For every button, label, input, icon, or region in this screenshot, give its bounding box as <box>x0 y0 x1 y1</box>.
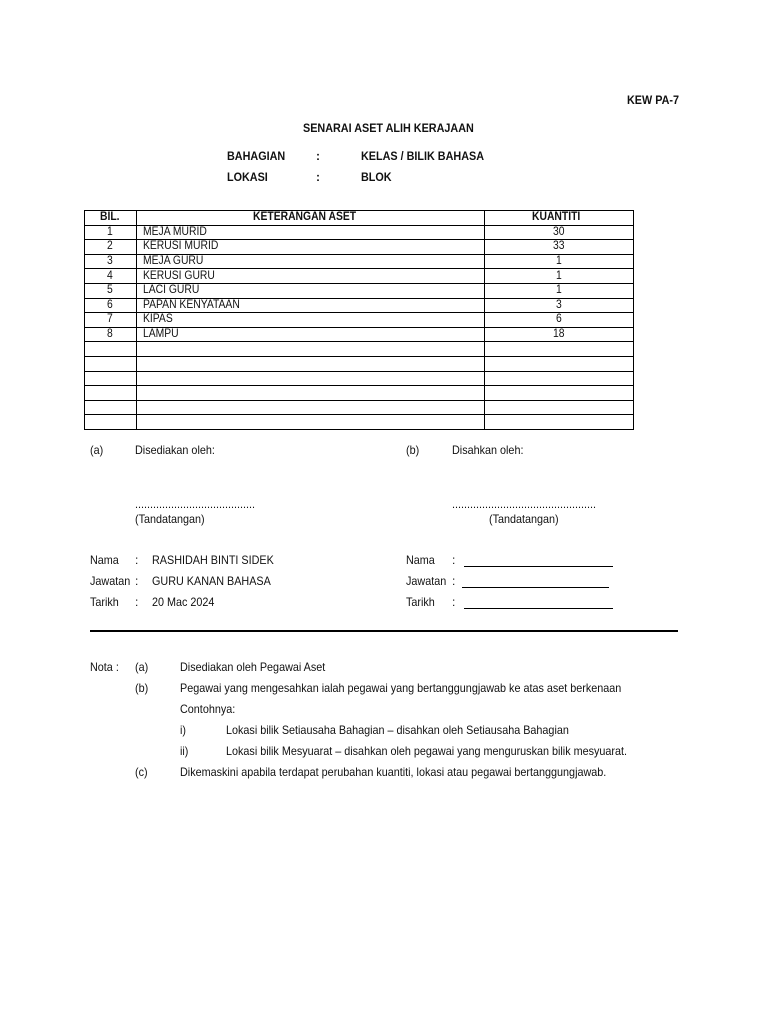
table-row <box>85 298 634 313</box>
table-cell-bil <box>85 371 137 386</box>
column-header-keterangan: KETERANGAN ASET <box>137 211 485 226</box>
approved-jawatan-label: Jawatan <box>406 574 447 588</box>
column-header-bil: BIL. <box>85 211 137 226</box>
table-cell-keterangan: PAPAN KENYATAAN <box>137 298 485 313</box>
approved-jawatan-blank <box>462 587 609 588</box>
approved-signature-line: ................................................ <box>452 497 597 511</box>
table-cell-kuantiti: 33 <box>485 240 634 255</box>
table-cell-keterangan: MEJA GURU <box>137 254 485 269</box>
bahagian-colon: : <box>316 149 320 163</box>
note-i-text: Lokasi bilik Setiausaha Bahagian – disahkan oleh Setiausaha Bahagian <box>226 723 569 737</box>
table-cell-keterangan: LAMPU <box>137 327 485 342</box>
table-cell-bil: 4 <box>85 269 137 284</box>
table-row <box>85 225 634 240</box>
notes-label: Nota : <box>90 660 119 674</box>
table-cell-keterangan <box>137 415 485 430</box>
table-cell-bil <box>85 342 137 357</box>
prepared-nama-colon: : <box>135 553 139 567</box>
prepared-label: Disediakan oleh: <box>135 443 215 457</box>
prepared-signature-line: ........................................ <box>135 497 256 511</box>
table-cell-keterangan <box>137 400 485 415</box>
table-cell-bil: 2 <box>85 240 137 255</box>
table-row <box>85 386 634 401</box>
table-cell-keterangan: KIPAS <box>137 313 485 328</box>
prepared-jawatan-colon: : <box>135 574 139 588</box>
table-cell-kuantiti <box>485 386 634 401</box>
table-cell-bil <box>85 356 137 371</box>
table-cell-kuantiti <box>485 356 634 371</box>
table-cell-kuantiti: 3 <box>485 298 634 313</box>
table-cell-kuantiti: 1 <box>485 254 634 269</box>
table-cell-keterangan <box>137 371 485 386</box>
table-cell-bil: 1 <box>85 225 137 240</box>
approved-label: Disahkan oleh: <box>452 443 524 457</box>
lokasi-label: LOKASI <box>227 170 268 184</box>
table-cell-kuantiti <box>485 342 634 357</box>
approved-nama-blank <box>464 566 613 567</box>
table-cell-kuantiti <box>485 371 634 386</box>
approved-jawatan-colon: : <box>452 574 456 588</box>
table-row <box>85 400 634 415</box>
table-cell-bil: 8 <box>85 327 137 342</box>
note-i-marker: i) <box>180 723 187 737</box>
table-row <box>85 240 634 255</box>
note-c-marker: (c) <box>135 765 148 779</box>
table-cell-keterangan <box>137 386 485 401</box>
note-b-text: Pegawai yang mengesahkan ialah pegawai yang bertanggungjawab ke atas aset berkenaan <box>180 681 622 695</box>
table-cell-keterangan <box>137 342 485 357</box>
note-ii-text: Lokasi bilik Mesyuarat – disahkan oleh pegawai yang menguruskan bilik mesyuarat. <box>226 744 628 758</box>
table-cell-bil <box>85 386 137 401</box>
table-cell-bil <box>85 415 137 430</box>
lokasi-value: BLOK <box>361 170 392 184</box>
lokasi-colon: : <box>316 170 320 184</box>
note-b-marker: (b) <box>135 681 149 695</box>
prepared-nama-value: RASHIDAH BINTI SIDEK <box>152 553 274 567</box>
table-cell-bil: 7 <box>85 313 137 328</box>
prepared-tarikh-value: 20 Mac 2024 <box>152 595 215 609</box>
table-cell-keterangan: LACI GURU <box>137 283 485 298</box>
prepared-signature-label: (Tandatangan) <box>135 512 205 526</box>
table-row <box>85 342 634 357</box>
table-cell-kuantiti <box>485 415 634 430</box>
note-c-text: Dikemaskini apabila terdapat perubahan kuantiti, lokasi atau pegawai bertanggungjawab. <box>180 765 607 779</box>
table-cell-kuantiti: 18 <box>485 327 634 342</box>
table-cell-kuantiti: 30 <box>485 225 634 240</box>
column-header-kuantiti: KUANTITI <box>485 211 634 226</box>
note-ii-marker: ii) <box>180 744 189 758</box>
note-a-text: Disediakan oleh Pegawai Aset <box>180 660 326 674</box>
table-cell-kuantiti: 1 <box>485 269 634 284</box>
table-cell-keterangan <box>137 356 485 371</box>
prepared-jawatan-label: Jawatan <box>90 574 131 588</box>
table-cell-bil: 3 <box>85 254 137 269</box>
approved-marker: (b) <box>406 443 420 457</box>
table-cell-kuantiti: 1 <box>485 283 634 298</box>
table-cell-bil: 5 <box>85 283 137 298</box>
approved-tarikh-colon: : <box>452 595 456 609</box>
approved-tarikh-label: Tarikh <box>406 595 435 609</box>
table-row <box>85 283 634 298</box>
note-a-marker: (a) <box>135 660 149 674</box>
asset-table <box>84 210 634 430</box>
prepared-marker: (a) <box>90 443 104 457</box>
approved-nama-label: Nama <box>406 553 435 567</box>
table-cell-keterangan: KERUSI GURU <box>137 269 485 284</box>
note-b-example: Contohnya: <box>180 702 236 716</box>
table-cell-keterangan: MEJA MURID <box>137 225 485 240</box>
table-row <box>85 371 634 386</box>
table-cell-bil: 6 <box>85 298 137 313</box>
table-row <box>85 356 634 371</box>
table-row <box>85 327 634 342</box>
table-row <box>85 269 634 284</box>
table-header-row <box>85 211 634 226</box>
approved-nama-colon: : <box>452 553 456 567</box>
form-code: KEW PA-7 <box>627 93 680 107</box>
table-cell-kuantiti: 6 <box>485 313 634 328</box>
table-cell-bil <box>85 400 137 415</box>
approved-signature-label: (Tandatangan) <box>489 512 559 526</box>
section-divider <box>90 630 678 632</box>
prepared-tarikh-colon: : <box>135 595 139 609</box>
approved-tarikh-blank <box>464 608 613 609</box>
document-title: SENARAI ASET ALIH KERAJAAN <box>303 121 474 135</box>
table-cell-keterangan: KERUSI MURID <box>137 240 485 255</box>
table-row <box>85 254 634 269</box>
prepared-tarikh-label: Tarikh <box>90 595 119 609</box>
prepared-nama-label: Nama <box>90 553 119 567</box>
prepared-jawatan-value: GURU KANAN BAHASA <box>152 574 271 588</box>
table-row <box>85 313 634 328</box>
table-row <box>85 415 634 430</box>
bahagian-value: KELAS / BILIK BAHASA <box>361 149 485 163</box>
bahagian-label: BAHAGIAN <box>227 149 286 163</box>
table-cell-kuantiti <box>485 400 634 415</box>
